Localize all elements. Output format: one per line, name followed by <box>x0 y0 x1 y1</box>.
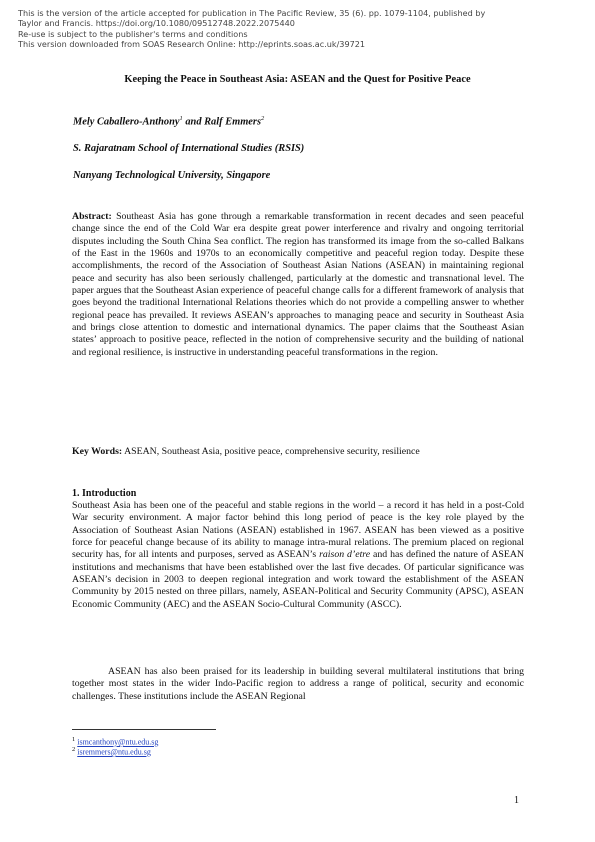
keywords-text: ASEAN, Southeast Asia, positive peace, comprehensive security, resilience <box>122 446 420 457</box>
keywords <box>72 446 420 457</box>
notice-line-4: This version downloaded from SOAS Research Online: http://eprints.soas.ac.uk/39721 <box>18 38 366 49</box>
author-1: Mely Caballero-Anthony <box>73 116 180 128</box>
section-heading: 1. Introduction <box>72 488 137 499</box>
footnote-2 <box>72 746 151 757</box>
footnote-2-email-link[interactable]: isremmers@ntu.edu.sg <box>77 747 151 757</box>
abstract-text: Southeast Asia has gone through a remarkable transformation in recent decades and seen peaceful change since the end of the Cold War era despite great power interference and rivalry and ongoing territorial disputes including the South China Sea conflict. The region has transformed its image from the so-called Balkans of the East in the 1960s and 1970s to an economically competitive and peaceful region today. Despite these accomplishments, the record of the Association of Southeast Asian Nations (ASEAN) in maintaining regional peace and security has also been seriously challenged, particularly at the domestic and transnational level. The paper argues that the Southeast Asian experience of peaceful change calls for a different framework of analysis that goes beyond the traditional International Relations theories which do not provide a compelling answer to whether regional peace has prevailed. It reviews ASEAN’s approaches to managing peace and security in Southeast Asia and brings close attention to domestic and international dynamics. The paper claims that the Southeast Asian states’ approach to positive peace, reflected in the notion of comprehensive security and the building of national and regional resilience, is instructive in understanding peaceful transformations in the region. <box>72 211 525 358</box>
abstract <box>72 211 524 359</box>
keywords-label: Key Words: <box>72 446 123 457</box>
footnote-divider <box>72 729 216 730</box>
affiliation-university: Nanyang Technological University, Singapore <box>73 170 271 181</box>
intro-paragraph-2: ASEAN has also been praised for its leadership in building several multilateral institutions that bring together most states in the wider Indo-Pacific region to address a range of political, security and economic challenges. These institutions include the ASEAN Regional <box>72 666 524 702</box>
intro-p1-italic: raison d’etre <box>319 549 371 561</box>
footnote-ref-1: 1 <box>179 115 183 122</box>
footnote-1-email-link[interactable]: ismcanthony@ntu.edu.sg <box>77 737 159 747</box>
paper-title: Keeping the Peace in Southeast Asia: ASEAN and the Quest for Positive Peace <box>124 74 471 85</box>
intro-p1-part-a: Southeast Asia has been one of the peaceful and stable regions in the world – a record it has held in a post-Cold War security environment. A major factor behind this long period of peace is the key role played by the Association of Southeast Asian Nations (ASEAN) established in 1967. ASEAN has been viewed as a positive force for peaceful change because of its ability to manage intra-mural relations. The premium placed on regional security has, for all intents and purposes, served as ASEAN’s <box>72 500 524 561</box>
publication-notice <box>18 8 538 49</box>
footnote-1-number: 1 <box>72 736 76 743</box>
footnote-2-number: 2 <box>72 746 76 753</box>
notice-line-2: Taylor and Francis. https://doi.org/10.1080/09512748.2022.2075440 <box>18 18 295 29</box>
abstract-label: Abstract: <box>72 211 112 222</box>
author-line <box>73 115 264 127</box>
footnote-ref-2: 2 <box>261 115 265 122</box>
affiliation-school: S. Rajaratnam School of International Studies (RSIS) <box>73 143 305 154</box>
page-number: 1 <box>514 795 519 806</box>
intro-p1-part-b: and has defined the nature of ASEAN institutions and mechanisms that have been established over the last five decades. Of particular significance was ASEAN’s decision in 2003 to deepen regional integration and work toward the establishment of the ASEAN Community by 2015 nested on three pillars, namely, ASEAN-Political and Security Community (APSC), ASEAN Economic Community (AEC) and the ASEAN Socio-Cultural Community (ASCC). <box>72 549 524 610</box>
notice-line-1: This is the version of the article accepted for publication in The Pacific Review, 35 (6). pp. 1079-1104, published by <box>18 8 486 18</box>
author-2: and Ralf Emmers <box>182 116 261 128</box>
intro-paragraph-1 <box>72 500 524 611</box>
notice-line-3: Re-use is subject to the publisher's terms and conditions <box>18 28 248 39</box>
